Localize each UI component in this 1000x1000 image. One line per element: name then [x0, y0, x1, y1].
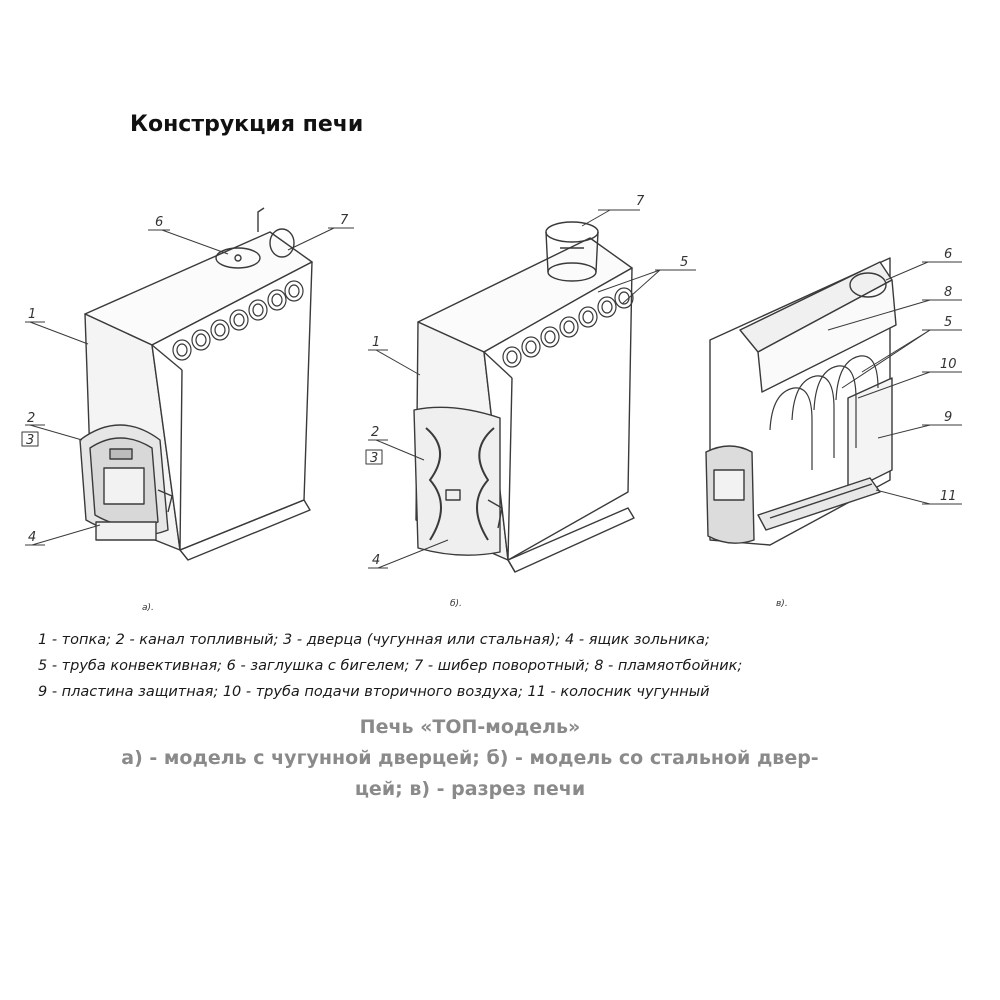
figure-caption	[40, 712, 900, 805]
callout-a-6: 6	[155, 215, 164, 230]
view-c-label: в).	[776, 599, 788, 609]
callouts-view-c	[940, 247, 957, 504]
callout-c-11: 11	[940, 489, 957, 504]
view-b-drawing	[366, 210, 696, 572]
legend-line: 5 - труба конвективная; 6 - заглушка с бигелем; 7 - шибер поворотный; 8 - пламяотбойник;	[38, 658, 743, 674]
callout-a-2: 2	[27, 411, 36, 426]
callout-c-8: 8	[944, 285, 953, 300]
legend-line: 1 - топка; 2 - канал топливный; 3 - дверца (чугунная или стальная); 4 - ящик зольника;	[38, 632, 710, 648]
door-c	[706, 446, 754, 543]
callout-a-4: 4	[28, 530, 37, 545]
caption-line: цей; в) - разрез печи	[354, 778, 586, 800]
callout-b-4: 4	[372, 553, 381, 568]
callout-a-7: 7	[340, 213, 349, 228]
caption-line: а) - модель с чугунной дверцей; б) - модель со стальной двер-	[121, 747, 819, 769]
callout-a-3: 3	[26, 433, 35, 448]
callout-c-6: 6	[944, 247, 953, 262]
callout-a-1: 1	[28, 307, 37, 322]
page-title: Конструкция печи	[130, 112, 364, 137]
steel-door-b	[414, 407, 502, 555]
view-c-drawing	[706, 258, 962, 545]
caption-title: Печь «ТОП-модель»	[359, 716, 581, 738]
view-a-drawing	[22, 208, 354, 560]
callout-b-2: 2	[371, 425, 380, 440]
view-b-label: б).	[450, 599, 462, 609]
legend	[38, 627, 978, 705]
cast-iron-door-a	[80, 425, 172, 540]
callout-b-5: 5	[680, 255, 689, 270]
callout-c-5: 5	[944, 315, 953, 330]
legend-line: 9 - пластина защитная; 10 - труба подачи вторичного воздуха; 11 - колосник чугунный	[38, 684, 710, 700]
view-a-label: а).	[142, 603, 154, 613]
callout-b-3: 3	[370, 451, 379, 466]
callout-b-7: 7	[636, 194, 645, 209]
callout-c-9: 9	[944, 410, 953, 425]
callout-c-10: 10	[940, 357, 957, 372]
callout-b-1: 1	[372, 335, 381, 350]
